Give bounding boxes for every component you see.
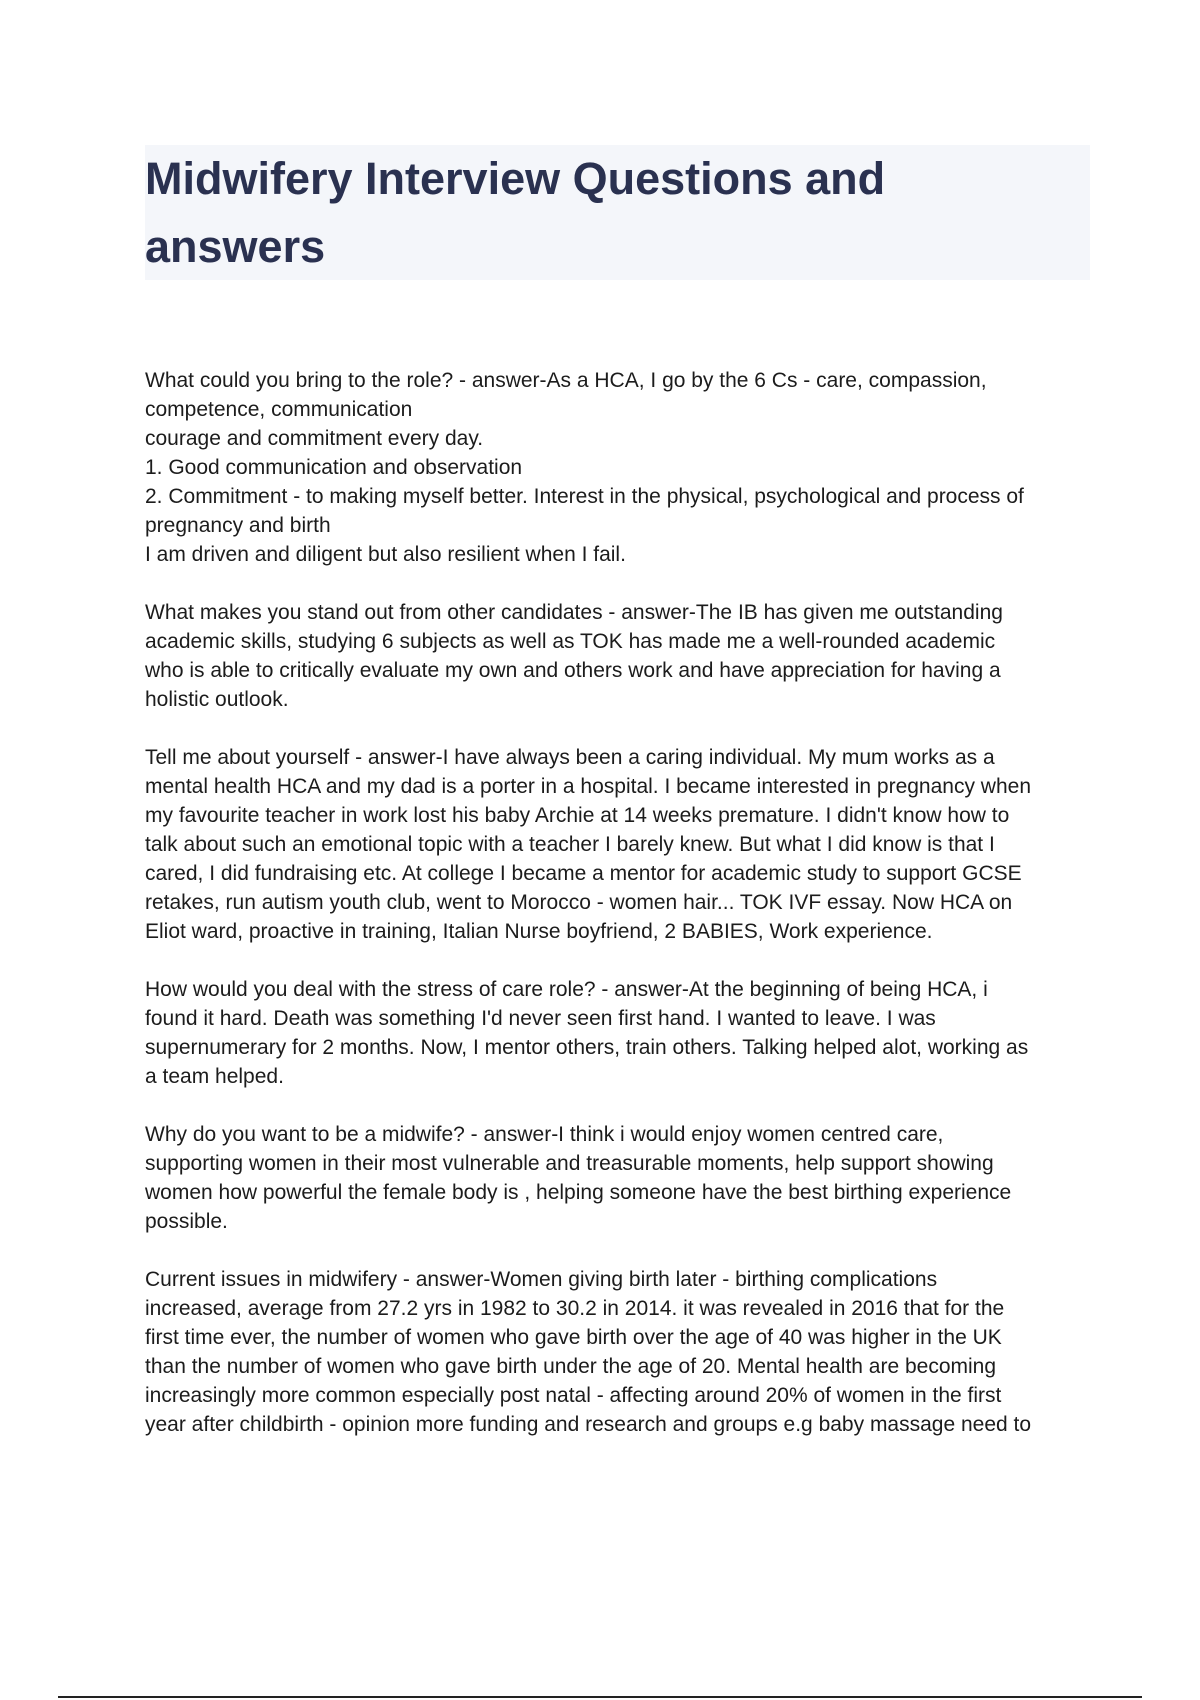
qa-line: What could you bring to the role? - answer-As a HCA, I go by the 6 Cs - care, compassion, bbox=[145, 369, 987, 392]
qa-line: increasingly more common especially post natal - affecting around 20% of women in the first bbox=[145, 1384, 1002, 1407]
qa-line: women how powerful the female body is , helping someone have the best birthing experience bbox=[145, 1181, 1012, 1204]
document-title-line: Midwifery Interview Questions and bbox=[145, 153, 886, 204]
qa-block-role bbox=[145, 366, 1085, 569]
qa-line: who is able to critically evaluate my own and others work and have appreciation for having a bbox=[145, 659, 1001, 682]
qa-line: than the number of women who gave birth under the age of 20. Mental health are becoming bbox=[145, 1355, 997, 1378]
qa-line: holistic outlook. bbox=[145, 688, 289, 711]
qa-line: What makes you stand out from other candidates - answer-The IB has given me outstanding bbox=[145, 601, 1003, 624]
qa-line: retakes, run autism youth club, went to Morocco - women hair... TOK IVF essay. Now HCA on bbox=[145, 891, 1013, 914]
qa-line: increased, average from 27.2 yrs in 1982 to 30.2 in 2014. it was revealed in 2016 that for the bbox=[145, 1297, 1005, 1320]
qa-line: Tell me about yourself - answer-I have always been a caring individual. My mum works as a bbox=[145, 746, 995, 769]
qa-line: Eliot ward, proactive in training, Italian Nurse boyfriend, 2 BABIES, Work experience. bbox=[145, 920, 933, 943]
qa-line: academic skills, studying 6 subjects as well as TOK has made me a well-rounded academic bbox=[145, 630, 996, 653]
qa-line: talk about such an emotional topic with a teacher I barely knew. But what I did know is that I bbox=[145, 833, 995, 856]
qa-line: courage and commitment every day. bbox=[145, 427, 484, 450]
title-banner bbox=[145, 145, 1090, 280]
qa-block-stand-out bbox=[145, 598, 1085, 714]
qa-block-why-midwife bbox=[145, 1120, 1085, 1236]
document-title bbox=[145, 145, 975, 281]
qa-line: pregnancy and birth bbox=[145, 514, 331, 537]
document-title-line: answers bbox=[145, 221, 326, 272]
qa-line: supporting women in their most vulnerable and treasurable moments, help support showing bbox=[145, 1152, 994, 1175]
qa-line: found it hard. Death was something I'd never seen first hand. I wanted to leave. I was bbox=[145, 1007, 936, 1030]
qa-line: supernumerary for 2 months. Now, I mentor others, train others. Talking helped alot, working as bbox=[145, 1036, 1029, 1059]
qa-line: 1. Good communication and observation bbox=[145, 456, 523, 479]
qa-line: competence, communication bbox=[145, 398, 413, 421]
qa-line: I am driven and diligent but also resilient when I fail. bbox=[145, 543, 626, 566]
page-bottom-divider bbox=[58, 1696, 1142, 1698]
qa-line: Why do you want to be a midwife? - answer-I think i would enjoy women centred care, bbox=[145, 1123, 944, 1146]
qa-line: Current issues in midwifery - answer-Women giving birth later - birthing complications bbox=[145, 1268, 938, 1291]
qa-content bbox=[145, 366, 1085, 1468]
qa-line: cared, I did fundraising etc. At college I became a mentor for academic study to support GCSE bbox=[145, 862, 1022, 885]
qa-block-about-yourself bbox=[145, 743, 1085, 946]
qa-line: my favourite teacher in work lost his baby Archie at 14 weeks premature. I didn't know how to bbox=[145, 804, 1010, 827]
qa-block-stress bbox=[145, 975, 1085, 1091]
qa-line: year after childbirth - opinion more funding and research and groups e.g baby massage need to bbox=[145, 1413, 1032, 1436]
qa-line: mental health HCA and my dad is a porter in a hospital. I became interested in pregnancy when bbox=[145, 775, 1032, 798]
qa-line: a team helped. bbox=[145, 1065, 284, 1088]
qa-block-current-issues bbox=[145, 1265, 1085, 1439]
qa-line: first time ever, the number of women who gave birth over the age of 40 was higher in the UK bbox=[145, 1326, 1002, 1349]
qa-line: How would you deal with the stress of care role? - answer-At the beginning of being HCA, i bbox=[145, 978, 988, 1001]
qa-line: possible. bbox=[145, 1210, 228, 1233]
qa-line: 2. Commitment - to making myself better. Interest in the physical, psychological and process of bbox=[145, 485, 1024, 508]
